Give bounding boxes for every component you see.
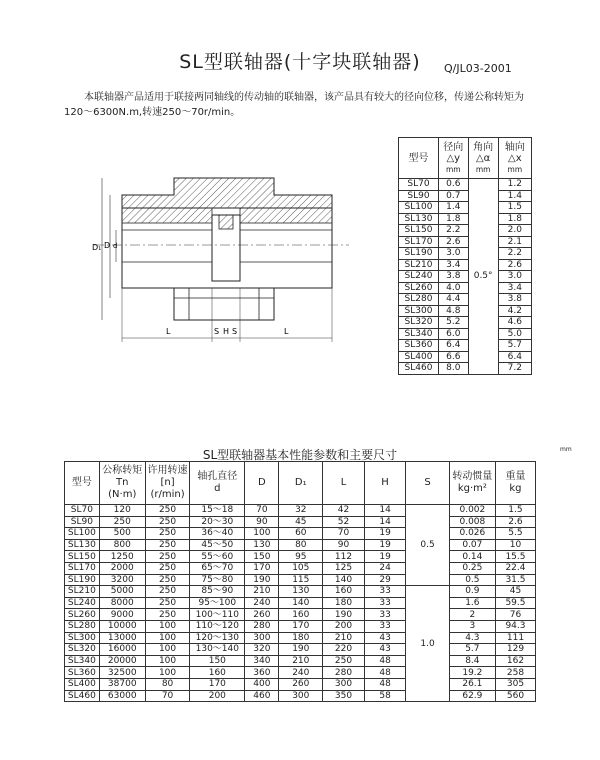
table-cell: 2 — [449, 609, 495, 621]
cell-radial: 0.6 — [438, 179, 468, 191]
cell-radial: 4.4 — [438, 294, 468, 306]
cell-model: SL240 — [399, 271, 439, 283]
table-cell: 300 — [279, 690, 323, 702]
table-row — [399, 259, 532, 271]
table-cell: SL320 — [65, 644, 100, 656]
cell-radial: 3.0 — [438, 248, 468, 260]
table-row — [399, 328, 532, 340]
table-row — [399, 248, 532, 260]
table-row — [399, 190, 532, 202]
header-radial: 径向 △y mm — [438, 138, 468, 179]
table-cell: 15.5 — [495, 551, 535, 563]
label-S-right: S — [232, 327, 238, 336]
table-cell: 340 — [245, 655, 279, 667]
cell-model: SL460 — [399, 363, 439, 375]
table-row — [65, 620, 536, 632]
cell-radial: 0.7 — [438, 190, 468, 202]
cell-model: SL130 — [399, 213, 439, 225]
table-cell: SL300 — [65, 632, 100, 644]
parameters-table — [64, 461, 536, 702]
table-cell: SL190 — [65, 574, 100, 586]
table-cell: 190 — [245, 574, 279, 586]
table-row — [65, 586, 536, 598]
table-cell: 190 — [279, 644, 323, 656]
table-cell: 15～18 — [190, 505, 245, 517]
label-D: D — [104, 241, 111, 250]
table-cell: 0.008 — [449, 516, 495, 528]
table-cell: 1250 — [99, 551, 145, 563]
table-cell: 24 — [364, 562, 405, 574]
table-cell: 460 — [245, 690, 279, 702]
table-cell: 120～130 — [190, 632, 245, 644]
cell-axial: 7.2 — [498, 363, 531, 375]
table-cell: 200 — [190, 690, 245, 702]
header-angular: 角向 △α mm — [468, 138, 498, 179]
table-cell: 45～50 — [190, 539, 245, 551]
cell-radial: 2.6 — [438, 236, 468, 248]
table-cell: 140 — [323, 574, 365, 586]
table-cell: 31.5 — [495, 574, 535, 586]
cell-model: SL280 — [399, 294, 439, 306]
cell-model: SL90 — [399, 190, 439, 202]
table-cell: 100 — [145, 644, 190, 656]
table-cell: 500 — [99, 528, 145, 540]
table-cell: 0.5 — [406, 505, 450, 586]
table-cell: 250 — [145, 539, 190, 551]
cell-model: SL360 — [399, 340, 439, 352]
main-table-title: SL型联轴器基本性能参数和主要尺寸 — [202, 448, 398, 462]
table-cell: 48 — [364, 655, 405, 667]
cell-model: SL190 — [399, 248, 439, 260]
table-cell: 70 — [323, 528, 365, 540]
table-cell: 80 — [279, 539, 323, 551]
table-cell: 20～30 — [190, 516, 245, 528]
cell-model: SL70 — [399, 179, 439, 191]
table-cell: 90 — [323, 539, 365, 551]
table-cell: 100 — [145, 620, 190, 632]
table-row — [65, 528, 536, 540]
table-cell: 120 — [99, 505, 145, 517]
table-cell: 19 — [364, 528, 405, 540]
table-cell: SL460 — [65, 690, 100, 702]
table-cell: 5000 — [99, 586, 145, 598]
table-cell: SL130 — [65, 539, 100, 551]
header-model: 型号 — [399, 138, 439, 179]
table-cell: 14 — [364, 505, 405, 517]
table-cell: 3 — [449, 620, 495, 632]
table-cell: 162 — [495, 655, 535, 667]
table-row — [399, 179, 532, 191]
label-H: H — [223, 327, 230, 336]
cell-model: SL100 — [399, 202, 439, 214]
intro-line-1: 本联轴器产品适用于联接两同轴线的传动轴的联轴器，该产品具有较大的径向位移，传递公称转矩为 — [84, 92, 524, 103]
table-cell: 76 — [495, 609, 535, 621]
cell-model: SL320 — [399, 317, 439, 329]
table-row — [399, 236, 532, 248]
table-cell: 95～100 — [190, 597, 245, 609]
table-cell: 2000 — [99, 562, 145, 574]
table-cell: 258 — [495, 667, 535, 679]
table-cell: SL150 — [65, 551, 100, 563]
table-row — [399, 340, 532, 352]
table-row — [65, 678, 536, 690]
table-cell: 100 — [145, 632, 190, 644]
cell-model: SL300 — [399, 305, 439, 317]
table-cell: 14 — [364, 516, 405, 528]
table-cell: 38700 — [99, 678, 145, 690]
table-cell: 10 — [495, 539, 535, 551]
table-cell: 94.3 — [495, 620, 535, 632]
table-cell: 33 — [364, 609, 405, 621]
table-cell: 70 — [245, 505, 279, 517]
cell-angular: 0.5° — [468, 179, 498, 375]
table-cell: SL210 — [65, 586, 100, 598]
table-cell: 160 — [279, 609, 323, 621]
table-cell: 260 — [245, 609, 279, 621]
cell-radial: 3.4 — [438, 259, 468, 271]
table-row — [65, 690, 536, 702]
table-cell: 300 — [323, 678, 365, 690]
table-cell: 4.3 — [449, 632, 495, 644]
table-cell: SL400 — [65, 678, 100, 690]
table-row — [65, 609, 536, 621]
table-cell: 250 — [145, 528, 190, 540]
table-cell: 210 — [323, 632, 365, 644]
header-col-4: D — [245, 462, 279, 505]
table-cell: 8.4 — [449, 655, 495, 667]
header-col-1: 公称转矩 Tn (N·m) — [99, 462, 145, 505]
cell-radial: 4.8 — [438, 305, 468, 317]
cell-axial: 1.4 — [498, 190, 531, 202]
table-cell: 55～60 — [190, 551, 245, 563]
table-cell: 250 — [145, 574, 190, 586]
table-cell: 100 — [145, 655, 190, 667]
cell-radial: 1.8 — [438, 213, 468, 225]
cell-model: SL210 — [399, 259, 439, 271]
displacement-table — [398, 137, 532, 375]
table-cell: 2.6 — [495, 516, 535, 528]
table-cell: 280 — [245, 620, 279, 632]
table-cell: 250 — [145, 551, 190, 563]
cell-axial: 4.6 — [498, 317, 531, 329]
table-cell: SL100 — [65, 528, 100, 540]
table-cell: 58 — [364, 690, 405, 702]
table-cell: 111 — [495, 632, 535, 644]
table-cell: 90 — [245, 516, 279, 528]
table-cell: 800 — [99, 539, 145, 551]
table-cell: 32500 — [99, 667, 145, 679]
table-row — [399, 271, 532, 283]
table-cell: 0.002 — [449, 505, 495, 517]
table-cell: SL280 — [65, 620, 100, 632]
header-col-7: H — [364, 462, 405, 505]
table-cell: 20000 — [99, 655, 145, 667]
cell-model: SL260 — [399, 282, 439, 294]
table-cell: 1.5 — [495, 505, 535, 517]
table-row — [65, 516, 536, 528]
table-row — [399, 202, 532, 214]
cell-axial: 1.2 — [498, 179, 531, 191]
table-cell: 250 — [145, 586, 190, 598]
table-cell: SL240 — [65, 597, 100, 609]
cell-radial: 6.4 — [438, 340, 468, 352]
table-row — [65, 632, 536, 644]
table-cell: 0.9 — [449, 586, 495, 598]
table-cell: 29 — [364, 574, 405, 586]
table-cell: 350 — [323, 690, 365, 702]
table-cell: 280 — [323, 667, 365, 679]
table-cell: 105 — [279, 562, 323, 574]
table-cell: 5.7 — [449, 644, 495, 656]
table-row — [65, 574, 536, 586]
cell-model: SL400 — [399, 351, 439, 363]
table-cell: 80 — [145, 678, 190, 690]
table-cell: 65～70 — [190, 562, 245, 574]
cell-axial: 2.1 — [498, 236, 531, 248]
table-cell: 400 — [245, 678, 279, 690]
table-cell: 32 — [279, 505, 323, 517]
table-cell: 250 — [99, 516, 145, 528]
label-S-left: S — [214, 327, 220, 336]
table-cell: 26.1 — [449, 678, 495, 690]
cell-axial: 4.2 — [498, 305, 531, 317]
table-row — [399, 213, 532, 225]
table-cell: 140 — [279, 597, 323, 609]
table-cell: 115 — [279, 574, 323, 586]
table-cell: 52 — [323, 516, 365, 528]
table-cell: 16000 — [99, 644, 145, 656]
table-cell: 170 — [279, 620, 323, 632]
header-col-2: 许用转速 [n] (r/min) — [145, 462, 190, 505]
table-cell: 250 — [145, 562, 190, 574]
table-cell: 70 — [145, 690, 190, 702]
cell-radial: 6.6 — [438, 351, 468, 363]
table-cell: 250 — [145, 597, 190, 609]
table-cell: 250 — [145, 516, 190, 528]
table-cell: 125 — [323, 562, 365, 574]
table-cell: 100 — [145, 667, 190, 679]
table-cell: 160 — [190, 667, 245, 679]
header-col-0: 型号 — [65, 462, 100, 505]
table-cell: 59.5 — [495, 597, 535, 609]
table-cell: 8000 — [99, 597, 145, 609]
table-row — [65, 667, 536, 679]
table-row — [399, 305, 532, 317]
table-cell: 200 — [323, 620, 365, 632]
table-cell: 19 — [364, 539, 405, 551]
table-cell: 1.6 — [449, 597, 495, 609]
table-cell: SL70 — [65, 505, 100, 517]
table-cell: 360 — [245, 667, 279, 679]
table-row — [399, 351, 532, 363]
table-cell: 10000 — [99, 620, 145, 632]
table-cell: 33 — [364, 597, 405, 609]
standard-code: Q/JL03-2001 — [444, 62, 512, 75]
header-axial: 轴向 △x mm — [498, 138, 531, 179]
table-cell: 110～120 — [190, 620, 245, 632]
table-cell: 190 — [323, 609, 365, 621]
table-cell: 85～90 — [190, 586, 245, 598]
table-row — [399, 225, 532, 237]
table-row — [399, 317, 532, 329]
table-cell: 305 — [495, 678, 535, 690]
header-col-3: 轴孔直径 d — [190, 462, 245, 505]
table-cell: 0.14 — [449, 551, 495, 563]
table-cell: 0.5 — [449, 574, 495, 586]
table-row — [399, 363, 532, 375]
table-cell: 100～110 — [190, 609, 245, 621]
unit-label: mm — [560, 446, 572, 453]
cell-axial: 5.0 — [498, 328, 531, 340]
cell-axial: 2.2 — [498, 248, 531, 260]
table-cell: 0.07 — [449, 539, 495, 551]
table-cell: 560 — [495, 690, 535, 702]
table-cell: 250 — [323, 655, 365, 667]
table-cell: 19.2 — [449, 667, 495, 679]
table-row — [399, 282, 532, 294]
label-L-right: L — [284, 327, 289, 336]
table-cell: 130 — [279, 586, 323, 598]
label-d: d — [113, 242, 118, 250]
cell-axial: 1.8 — [498, 213, 531, 225]
table-cell: 180 — [279, 632, 323, 644]
table-cell: 43 — [364, 632, 405, 644]
table-cell: 130 — [245, 539, 279, 551]
cell-axial: 2.6 — [498, 259, 531, 271]
header-col-5: D₁ — [279, 462, 323, 505]
table-cell: 36～40 — [190, 528, 245, 540]
table-cell: 45 — [495, 586, 535, 598]
table-cell: 240 — [245, 597, 279, 609]
cell-axial: 3.8 — [498, 294, 531, 306]
cell-radial: 3.8 — [438, 271, 468, 283]
table-cell: 75～80 — [190, 574, 245, 586]
cell-axial: 6.4 — [498, 351, 531, 363]
table-cell: SL340 — [65, 655, 100, 667]
table-row — [65, 644, 536, 656]
cell-model: SL150 — [399, 225, 439, 237]
table-cell: 95 — [279, 551, 323, 563]
table-cell: 3200 — [99, 574, 145, 586]
table-cell: 43 — [364, 644, 405, 656]
intro-text — [64, 90, 554, 120]
table-row — [65, 655, 536, 667]
table-row — [65, 505, 536, 517]
table-cell: 180 — [323, 597, 365, 609]
table-cell: 220 — [323, 644, 365, 656]
table-cell: 5.5 — [495, 528, 535, 540]
table-cell: SL170 — [65, 562, 100, 574]
header-col-6: L — [323, 462, 365, 505]
cell-axial: 1.5 — [498, 202, 531, 214]
page-title: SL型联轴器(十字块联轴器) — [179, 51, 421, 73]
cell-radial: 2.2 — [438, 225, 468, 237]
cell-model: SL170 — [399, 236, 439, 248]
table-cell: 1.0 — [406, 586, 450, 702]
cell-radial: 5.2 — [438, 317, 468, 329]
label-L-left: L — [166, 327, 171, 336]
table-cell: SL360 — [65, 667, 100, 679]
table-cell: SL90 — [65, 516, 100, 528]
table-row — [399, 294, 532, 306]
table-row — [65, 597, 536, 609]
table-cell: 260 — [279, 678, 323, 690]
table-cell: 150 — [190, 655, 245, 667]
table-row — [65, 539, 536, 551]
table-cell: 320 — [245, 644, 279, 656]
table-cell: 170 — [190, 678, 245, 690]
table-cell: 62.9 — [449, 690, 495, 702]
table-cell: 129 — [495, 644, 535, 656]
table-cell: 0.026 — [449, 528, 495, 540]
table-cell: 48 — [364, 667, 405, 679]
table-cell: SL260 — [65, 609, 100, 621]
table-cell: 19 — [364, 551, 405, 563]
table-cell: 160 — [323, 586, 365, 598]
cell-radial: 6.0 — [438, 328, 468, 340]
header-col-10: 重量 kg — [495, 462, 535, 505]
table-cell: 130～140 — [190, 644, 245, 656]
cell-radial: 8.0 — [438, 363, 468, 375]
table-row — [65, 551, 536, 563]
cell-radial: 1.4 — [438, 202, 468, 214]
table-cell: 150 — [245, 551, 279, 563]
cell-model: SL340 — [399, 328, 439, 340]
table-cell: 210 — [245, 586, 279, 598]
table-cell: 33 — [364, 620, 405, 632]
table-cell: 240 — [279, 667, 323, 679]
cell-axial: 5.7 — [498, 340, 531, 352]
table-cell: 9000 — [99, 609, 145, 621]
cell-axial: 2.0 — [498, 225, 531, 237]
table-row — [65, 562, 536, 574]
table-cell: 210 — [279, 655, 323, 667]
intro-line-2: 120～6300N.m,转速250～70r/min。 — [64, 107, 241, 118]
table-cell: 300 — [245, 632, 279, 644]
table-cell: 48 — [364, 678, 405, 690]
table-cell: 250 — [145, 609, 190, 621]
table-cell: 13000 — [99, 632, 145, 644]
table-cell: 22.4 — [495, 562, 535, 574]
table-cell: 33 — [364, 586, 405, 598]
table-cell: 100 — [245, 528, 279, 540]
coupling-drawing — [74, 170, 359, 350]
label-D1: D₁ — [92, 243, 102, 252]
table-cell: 60 — [279, 528, 323, 540]
header-col-9: 转动惯量 kg·m² — [449, 462, 495, 505]
header-col-8: S — [406, 462, 450, 505]
cell-axial: 3.0 — [498, 271, 531, 283]
table-cell: 112 — [323, 551, 365, 563]
cell-radial: 4.0 — [438, 282, 468, 294]
table-cell: 0.25 — [449, 562, 495, 574]
table-cell: 170 — [245, 562, 279, 574]
table-cell: 63000 — [99, 690, 145, 702]
cell-axial: 3.4 — [498, 282, 531, 294]
table-cell: 250 — [145, 505, 190, 517]
table-cell: 42 — [323, 505, 365, 517]
table-cell: 45 — [279, 516, 323, 528]
